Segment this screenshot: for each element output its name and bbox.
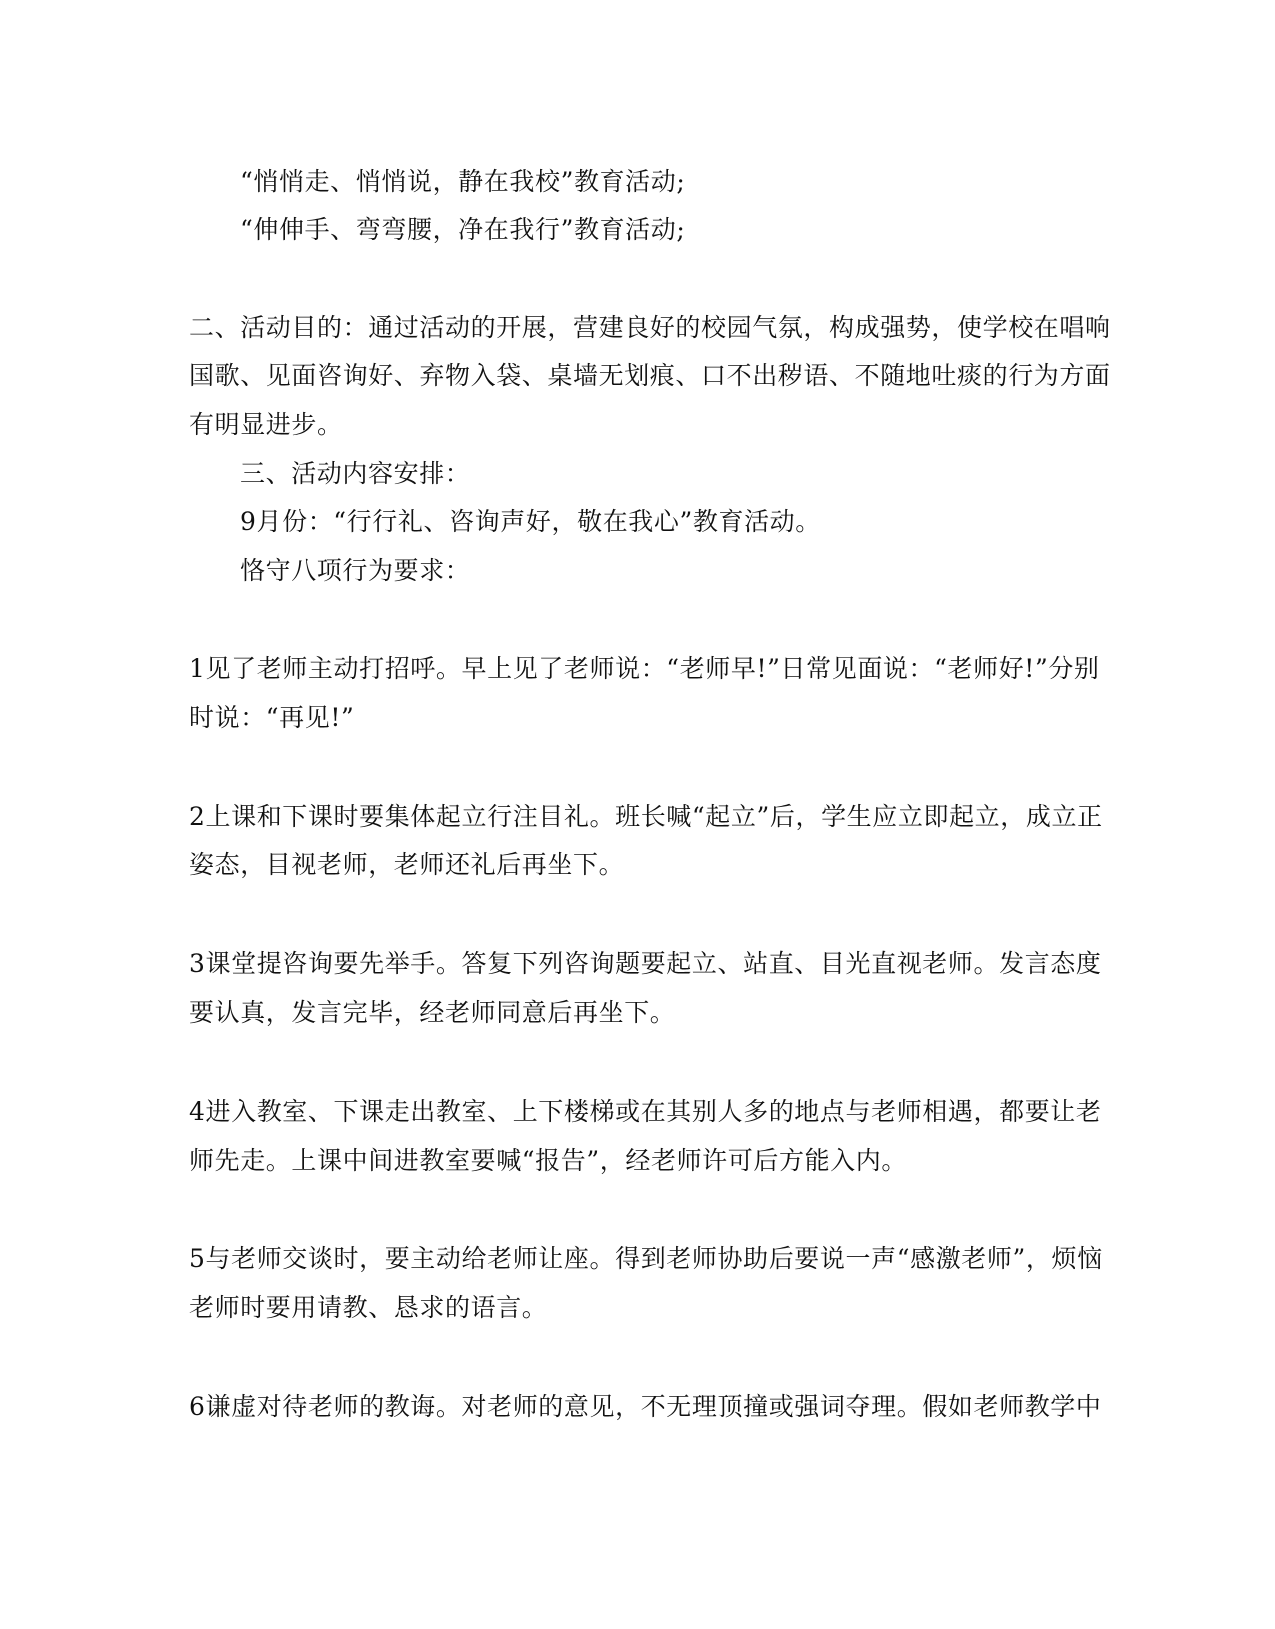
text-line: 有明显进步。 — [189, 410, 343, 439]
text-line: 二、活动目的：通过活动的开展，营建良好的校园气氛，构成强势，使学校在唱响 — [189, 313, 1111, 342]
text-line: 1见了老师主动打招呼。早上见了老师说：“老师早!”日常见面说：“老师好!”分别 — [189, 654, 1100, 683]
text-line: 姿态，目视老师，老师还礼后再坐下。 — [189, 850, 625, 879]
text-line: 时说：“再见!” — [189, 703, 355, 732]
text-line: 5与老师交谈时，要主动给老师让座。得到老师协助后要说一声“感激老师”，烦恼 — [189, 1244, 1103, 1273]
text-line: 恪守八项行为要求： — [240, 556, 471, 585]
text-line: 2上课和下课时要集体起立行注目礼。班长喊“起立”后，学生应立即起立，成立正 — [189, 802, 1103, 831]
text-line: 要认真，发言完毕，经老师同意后再坐下。 — [189, 998, 676, 1027]
text-line: “伸伸手、弯弯腰，净在我行”教育活动; — [240, 215, 686, 244]
text-line: 9月份：“行行礼、咨询声好，敬在我心”教育活动。 — [240, 507, 821, 536]
text-line: 老师时要用请教、恳求的语言。 — [189, 1293, 548, 1322]
text-line: 三、活动内容安排： — [240, 459, 471, 488]
text-line: 4进入教室、下课走出教室、上下楼梯或在其别人多的地点与老师相遇，都要让老 — [189, 1097, 1102, 1126]
text-line: 国歌、见面咨询好、弃物入袋、桌墙无划痕、口不出秽语、不随地吐痰的行为方面 — [189, 361, 1111, 390]
text-line: 师先走。上课中间进教室要喊“报告”，经老师许可后方能入内。 — [189, 1146, 907, 1175]
text-line: “悄悄走、悄悄说，静在我校”教育活动; — [240, 167, 686, 196]
text-line: 3课堂提咨询要先举手。答复下列咨询题要起立、站直、目光直视老师。发言态度 — [189, 949, 1102, 978]
text-line: 6谦虚对待老师的教诲。对老师的意见，不无理顶撞或强词夺理。假如老师教学中 — [189, 1392, 1102, 1421]
